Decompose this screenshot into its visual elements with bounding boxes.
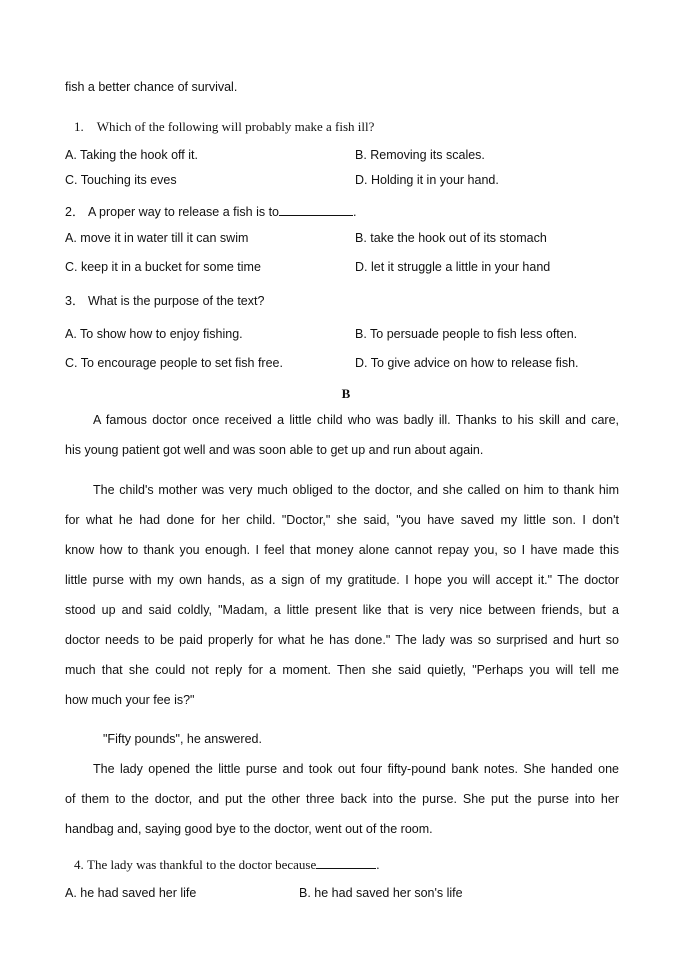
question-3-number: 3． <box>65 294 85 308</box>
question-2-option-d: D. let it struggle a little in your hand <box>355 260 551 274</box>
paragraph-4-line-1: The lady opened the little purse and took out four fifty-pound bank notes. She handed one <box>93 762 619 776</box>
question-1-stem: Which of the following will probably make a fish ill? <box>96 119 375 134</box>
question-3-option-b: B. To persuade people to fish less often. <box>355 327 578 341</box>
passage-a-tail: fish a better chance of survival. <box>65 80 238 94</box>
question-4-number: 4. <box>74 857 84 872</box>
paragraph-2-line-5: stood up and said coldly, "Madam, a little present like that is very nice between friends, but a <box>65 603 619 617</box>
question-2-option-a: A. move it in water till it can swim <box>65 231 249 245</box>
question-3-stem: What is the purpose of the text? <box>87 294 265 308</box>
question-2-option-b: B. take the hook out of its stomach <box>355 231 547 245</box>
paragraph-3: "Fifty pounds", he answered. <box>103 732 262 746</box>
paragraph-2-line-6: doctor needs to be paid properly for what he has done." The lady was so surprised and hurt so <box>65 633 619 647</box>
question-2-option-c: C. keep it in a bucket for some time <box>65 260 261 274</box>
paragraph-2-line-7: much that she could not reply for a moment. Then she said quietly, "Perhaps you will tell me <box>65 663 619 677</box>
paragraph-4-line-3: handbag and, saying good bye to the doctor, went out of the room. <box>65 822 433 836</box>
question-1-option-a: A. Taking the hook off it. <box>65 148 198 162</box>
paragraph-2-line-2: for what he had done for her child. "Doctor," she said, "you have saved my little son. I don't <box>65 513 619 527</box>
section-b-heading: B <box>341 386 351 401</box>
question-2-number: 2． <box>65 205 85 219</box>
paragraph-2-line-3: know how to thank you enough. I feel that money alone cannot repay you, so I have made this <box>65 543 619 557</box>
question-1 <box>74 119 374 135</box>
question-4-option-a: A. he had saved her life <box>65 886 197 900</box>
question-3 <box>65 291 264 309</box>
question-1-number: 1. <box>74 119 84 134</box>
question-2 <box>65 202 357 220</box>
answer-blank <box>279 204 353 216</box>
paragraph-1-line-1: A famous doctor once received a little child who was badly ill. Thanks to his skill and care, <box>93 413 619 427</box>
question-3-option-d: D. To give advice on how to release fish. <box>355 356 579 370</box>
question-2-stem: A proper way to release a fish is to <box>87 205 280 219</box>
question-1-option-c: C. Touching its eves <box>65 173 177 187</box>
question-1-option-d: D. Holding it in your hand. <box>355 173 499 187</box>
paragraph-2-line-1: The child's mother was very much obliged to the doctor, and she called on him to thank him <box>93 483 619 497</box>
question-1-option-b: B. Removing its scales. <box>355 148 485 162</box>
question-3-option-c: C. To encourage people to set fish free. <box>65 356 283 370</box>
question-2-tail: . <box>353 205 357 219</box>
paragraph-2-line-8: how much your fee is?" <box>65 693 195 707</box>
question-4 <box>74 857 379 873</box>
question-3-option-a: A. To show how to enjoy fishing. <box>65 327 243 341</box>
paragraph-2-line-4: little purse with my own hands, as a sign of my gratitude. I hope you will accept it." The doctor <box>65 573 619 587</box>
answer-blank <box>316 857 376 869</box>
paragraph-4-line-2: of them to the doctor, and put the other three back into the purse. She put the purse into her <box>65 792 619 806</box>
paragraph-1-line-2: his young patient got well and was soon able to get up and run about again. <box>65 443 484 457</box>
question-4-tail: . <box>376 857 380 872</box>
question-4-option-b: B. he had saved her son's life <box>299 886 463 900</box>
question-4-stem: The lady was thankful to the doctor because <box>87 857 317 872</box>
